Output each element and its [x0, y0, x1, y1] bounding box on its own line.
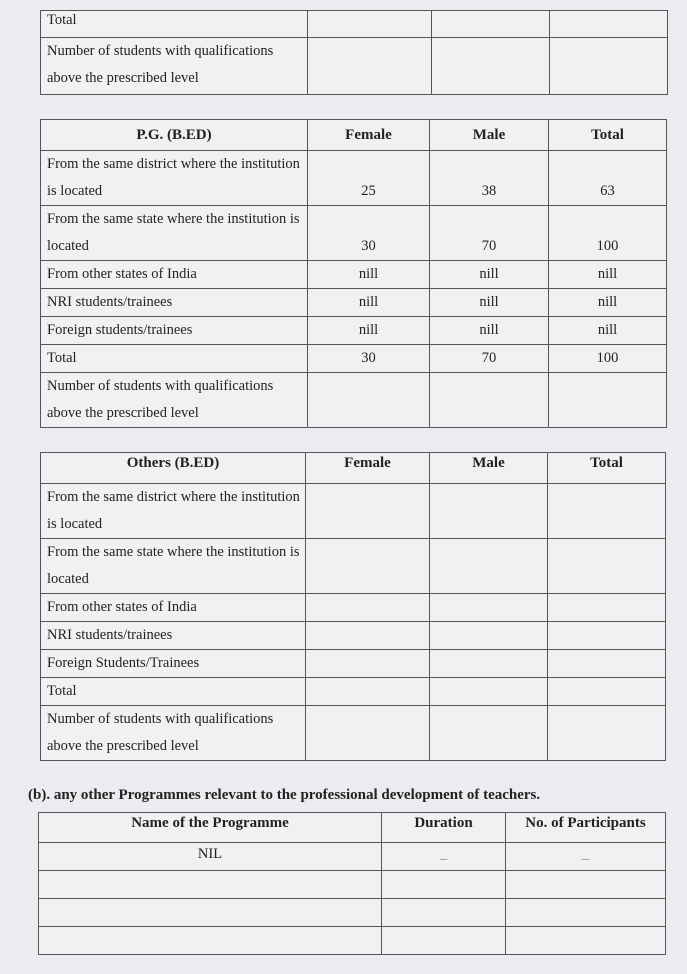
total-cell [548, 594, 666, 622]
header-male: Male [430, 453, 548, 484]
row-label: NRI students/trainees [41, 289, 308, 317]
row-label: Foreign students/trainees [41, 317, 308, 345]
duration-cell [382, 899, 506, 927]
male-cell [432, 11, 550, 38]
table-row [41, 594, 666, 622]
table-header-row [41, 120, 667, 151]
table-row [41, 38, 668, 95]
table-row [41, 151, 667, 206]
table-row [41, 206, 667, 261]
header-total: Total [549, 120, 667, 151]
male-cell [432, 38, 550, 95]
female-cell [306, 650, 430, 678]
row-label: Total [41, 345, 308, 373]
row-label: Number of students with qualifications above the prescribed level [41, 706, 306, 761]
programme-name-cell: NIL [39, 843, 382, 871]
header-female: Female [306, 453, 430, 484]
table-row [39, 871, 666, 899]
row-label: From the same state where the institution is located [41, 206, 308, 261]
total-cell [548, 539, 666, 594]
female-cell: nill [308, 261, 430, 289]
programme-name-cell [39, 871, 382, 899]
total-cell [550, 38, 668, 95]
female-cell [308, 373, 430, 428]
total-cell: 100 [549, 345, 667, 373]
table-row [41, 622, 666, 650]
table-row [41, 650, 666, 678]
row-label: Total [41, 678, 306, 706]
total-cell [548, 678, 666, 706]
total-cell: 100 [549, 206, 667, 261]
female-cell: 30 [308, 206, 430, 261]
table-header-row [39, 813, 666, 843]
programme-name-cell [39, 899, 382, 927]
total-cell: nill [549, 289, 667, 317]
female-cell [306, 539, 430, 594]
total-cell [548, 706, 666, 761]
female-cell: 30 [308, 345, 430, 373]
row-label: From other states of India [41, 594, 306, 622]
duration-cell [382, 927, 506, 955]
male-cell: 38 [430, 151, 549, 206]
female-cell [306, 622, 430, 650]
header-female: Female [308, 120, 430, 151]
male-cell [430, 484, 548, 539]
participants-cell [506, 871, 666, 899]
table-row [41, 317, 667, 345]
male-cell [430, 650, 548, 678]
total-cell [550, 11, 668, 38]
male-cell: nill [430, 261, 549, 289]
row-label: Number of students with qualifications above the prescribed level [41, 38, 308, 95]
row-label: Number of students with qualifications above the prescribed level [41, 373, 308, 428]
duration-cell: _ [382, 843, 506, 871]
male-cell [430, 373, 549, 428]
male-cell [430, 594, 548, 622]
row-label: From other states of India [41, 261, 308, 289]
table-row [39, 927, 666, 955]
male-cell [430, 622, 548, 650]
row-label: NRI students/trainees [41, 622, 306, 650]
male-cell: nill [430, 317, 549, 345]
table-row [41, 261, 667, 289]
female-cell [308, 11, 432, 38]
row-label: Foreign Students/Trainees [41, 650, 306, 678]
total-cell [549, 373, 667, 428]
female-cell: nill [308, 317, 430, 345]
participants-cell [506, 927, 666, 955]
header-program: Others (B.ED) [41, 453, 306, 484]
table-row [41, 706, 666, 761]
total-cell [548, 650, 666, 678]
header-male: Male [430, 120, 549, 151]
header-participants: No. of Participants [506, 813, 666, 843]
header-total: Total [548, 453, 666, 484]
table-row [39, 899, 666, 927]
table-row [41, 484, 666, 539]
table-row [41, 373, 667, 428]
female-cell: nill [308, 289, 430, 317]
pg-bed-table [40, 119, 667, 428]
male-cell: nill [430, 289, 549, 317]
total-cell: nill [549, 261, 667, 289]
programmes-table [38, 812, 666, 955]
female-cell [308, 38, 432, 95]
male-cell: 70 [430, 345, 549, 373]
row-label: From the same district where the institution is located [41, 484, 306, 539]
participants-cell: _ [506, 843, 666, 871]
male-cell [430, 678, 548, 706]
total-cell: nill [549, 317, 667, 345]
row-label: Total [41, 11, 308, 38]
female-cell: 25 [308, 151, 430, 206]
male-cell [430, 539, 548, 594]
header-program: P.G. (B.ED) [41, 120, 308, 151]
female-cell [306, 594, 430, 622]
male-cell [430, 706, 548, 761]
table-row [41, 345, 667, 373]
row-label: From the same district where the institution is located [41, 151, 308, 206]
table-row [41, 678, 666, 706]
table-row [41, 539, 666, 594]
table-header-row [41, 453, 666, 484]
male-cell: 70 [430, 206, 549, 261]
table-row [39, 843, 666, 871]
header-programme-name: Name of the Programme [39, 813, 382, 843]
duration-cell [382, 871, 506, 899]
section-b-heading: (b). any other Programmes relevant to the professional development of teachers. [28, 787, 541, 803]
female-cell [306, 706, 430, 761]
participants-cell [506, 899, 666, 927]
continued-table [40, 10, 668, 95]
total-cell: 63 [549, 151, 667, 206]
female-cell [306, 678, 430, 706]
table-row [41, 11, 668, 38]
total-cell [548, 484, 666, 539]
total-cell [548, 622, 666, 650]
row-label: From the same state where the institution is located [41, 539, 306, 594]
header-duration: Duration [382, 813, 506, 843]
others-bed-table [40, 452, 666, 761]
programme-name-cell [39, 927, 382, 955]
female-cell [306, 484, 430, 539]
table-row [41, 289, 667, 317]
